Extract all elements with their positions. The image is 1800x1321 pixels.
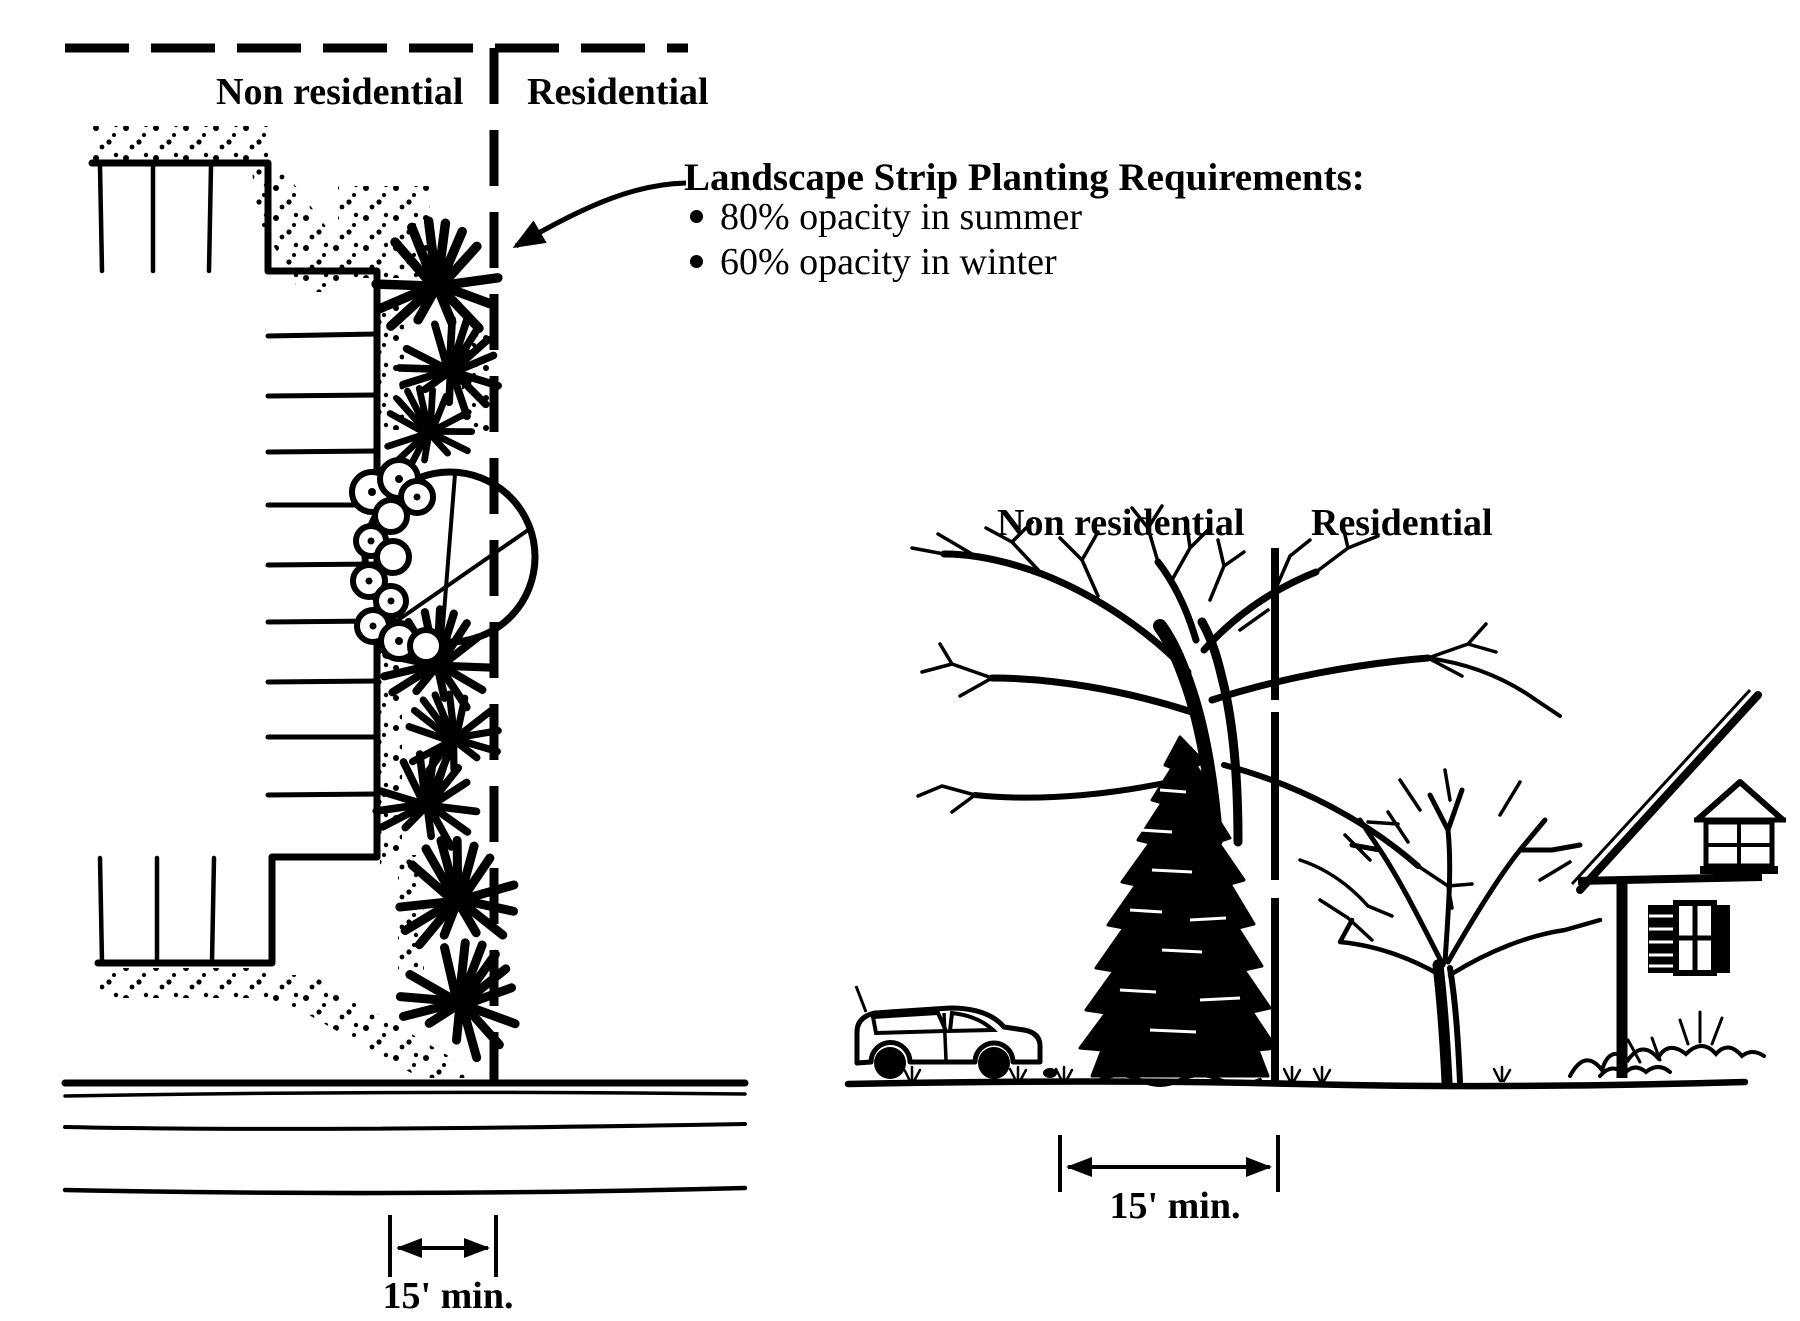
planting-note-title: Landscape Strip Planting Requirements:: [684, 156, 1365, 199]
plan-view: [65, 48, 745, 1277]
house-window: [1648, 903, 1730, 973]
elevation-view: [848, 502, 1786, 1192]
dormer: [1694, 782, 1786, 870]
plan-label-non-residential: Non residential: [216, 71, 464, 113]
elevation-label-non-residential: Non residential: [997, 502, 1245, 544]
leader-arrow: [516, 183, 686, 246]
residential-tree-icon: [1340, 770, 1600, 1082]
bullet-dot-icon: [690, 210, 703, 223]
bullet-text: 80% opacity in summer: [720, 196, 1082, 238]
plan-dimension: [390, 1215, 496, 1277]
building-bottom-stall-lines: [100, 858, 214, 962]
planting-note-bullet-1: [690, 198, 1082, 236]
elevation-dimension: [1060, 1135, 1278, 1192]
ground-line: [848, 1082, 1745, 1087]
detail-circle: [352, 460, 535, 662]
plan-label-residential: Residential: [527, 71, 709, 113]
building-top-stall-lines: [100, 166, 211, 271]
evergreen-tree-icon: [1080, 737, 1276, 1076]
bullet-dot-icon: [690, 255, 703, 268]
elevation-label-residential: Residential: [1311, 502, 1493, 544]
bullet-text: 60% opacity in winter: [720, 241, 1057, 283]
plan-dimension-label: 15' min.: [382, 1275, 514, 1317]
foundation-bushes: [1570, 1012, 1764, 1076]
house-icon: [1570, 690, 1786, 1078]
planting-note-bullet-2: [690, 243, 1057, 281]
elevation-dimension-label: 15' min.: [1109, 1185, 1241, 1227]
street-lines: [65, 1083, 745, 1193]
car-icon: [856, 986, 1057, 1079]
